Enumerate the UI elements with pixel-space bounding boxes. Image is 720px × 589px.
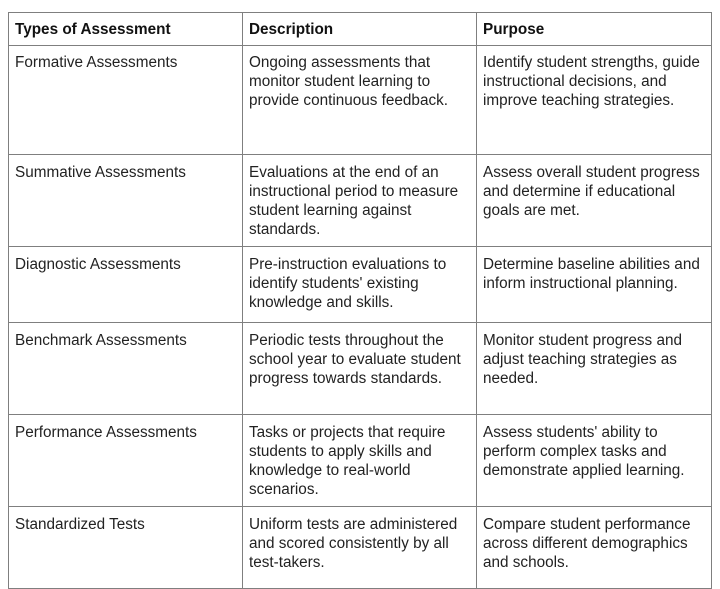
cell-description: Ongoing assessments that monitor student learning to provide continuous feedback. <box>243 46 477 155</box>
cell-type: Summative Assessments <box>9 155 243 247</box>
assessment-types-table <box>8 12 712 589</box>
cell-purpose: Compare student performance across different demographics and schools. <box>477 507 712 589</box>
table-row <box>9 247 712 323</box>
header-description: Description <box>243 13 477 46</box>
cell-purpose: Assess overall student progress and determine if educational goals are met. <box>477 155 712 247</box>
table-row <box>9 323 712 415</box>
header-purpose: Purpose <box>477 13 712 46</box>
cell-description: Tasks or projects that require students to apply skills and knowledge to real-world scenarios. <box>243 415 477 507</box>
header-types-of-assessment: Types of Assessment <box>9 13 243 46</box>
cell-purpose: Determine baseline abilities and inform instructional planning. <box>477 247 712 323</box>
cell-type: Performance Assessments <box>9 415 243 507</box>
cell-description: Uniform tests are administered and scored consistently by all test-takers. <box>243 507 477 589</box>
table-row <box>9 46 712 155</box>
cell-type: Diagnostic Assessments <box>9 247 243 323</box>
cell-description: Evaluations at the end of an instructional period to measure student learning against standards. <box>243 155 477 247</box>
cell-purpose: Identify student strengths, guide instructional decisions, and improve teaching strategies. <box>477 46 712 155</box>
table-row <box>9 507 712 589</box>
cell-description: Periodic tests throughout the school year to evaluate student progress towards standards. <box>243 323 477 415</box>
table-header-row <box>9 13 712 46</box>
cell-type: Standardized Tests <box>9 507 243 589</box>
cell-purpose: Monitor student progress and adjust teaching strategies as needed. <box>477 323 712 415</box>
cell-purpose: Assess students' ability to perform complex tasks and demonstrate applied learning. <box>477 415 712 507</box>
table-row <box>9 415 712 507</box>
cell-type: Benchmark Assessments <box>9 323 243 415</box>
cell-description: Pre-instruction evaluations to identify students' existing knowledge and skills. <box>243 247 477 323</box>
cell-type: Formative Assessments <box>9 46 243 155</box>
table-row <box>9 155 712 247</box>
